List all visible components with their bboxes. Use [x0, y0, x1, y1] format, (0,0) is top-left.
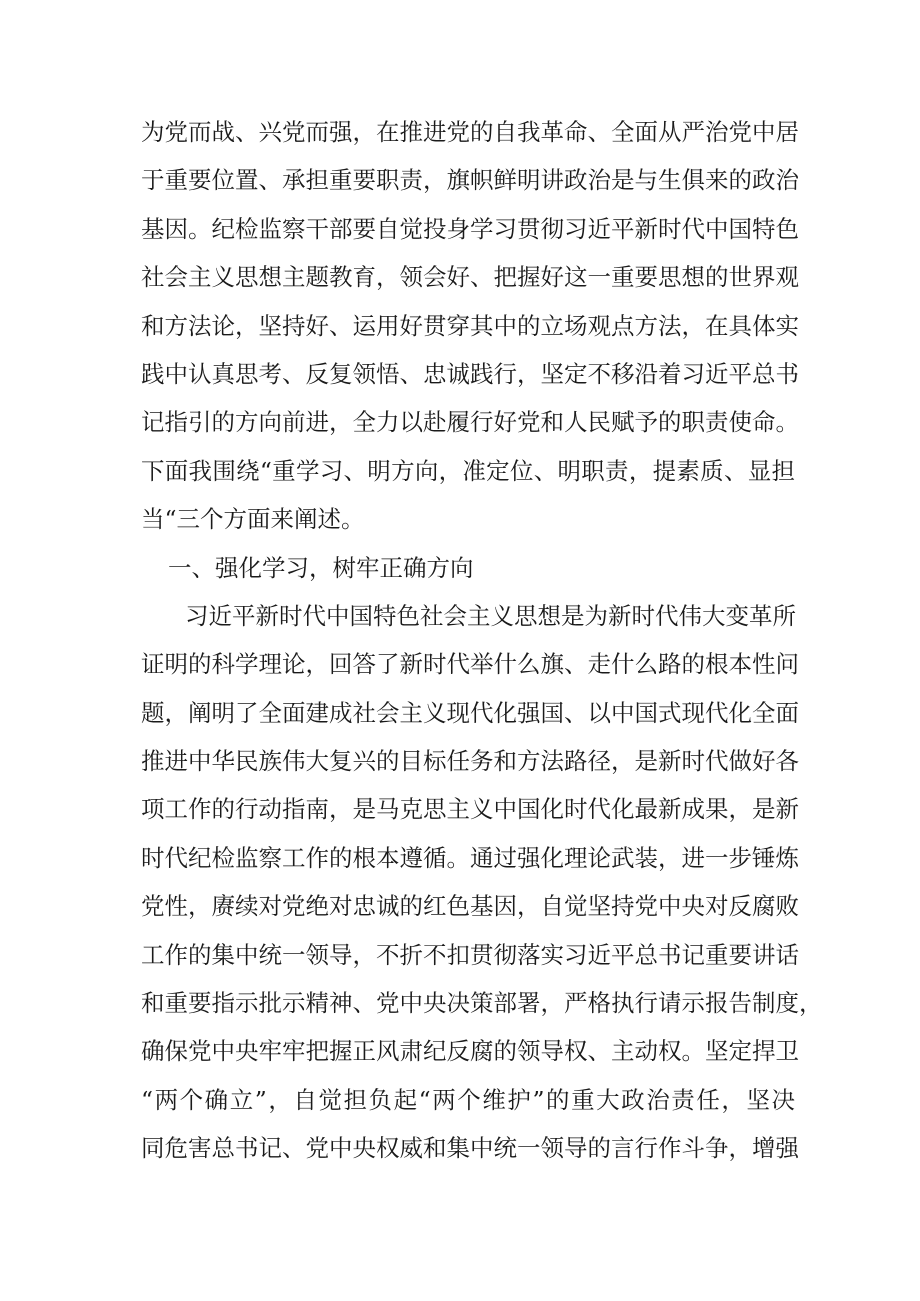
section-heading: 一、强化学习，树牢正确方向	[168, 553, 474, 582]
text-line: 推进中华民族伟大复兴的目标任务和方法路径，是新时代做好各	[141, 747, 799, 776]
text-line: 于重要位置、承担重要职责，旗帜鲜明讲政治是与生俱来的政治	[141, 166, 799, 195]
document-page	[141, 108, 823, 1173]
paragraph-section-1	[141, 592, 823, 1173]
text-line: 下面我围绕“重学习、明方向，准定位、明职责，提素质、显担	[141, 456, 795, 485]
text-line: 确保党中央牢牢把握正风肃纪反腐的领导权、主动权。坚定捍卫	[141, 1037, 799, 1066]
text-line: 记指引的方向前进，全力以赴履行好党和人民赋予的职责使命。	[141, 408, 799, 437]
text-line: 践中认真思考、反复领悟、忠诚践行，坚定不移沿着习近平总书	[141, 359, 799, 388]
text-line: 党性，赓续对党绝对忠诚的红色基因，自觉坚持党中央对反腐败	[141, 892, 799, 921]
text-line: “两个确立”，自觉担负起“两个维护”的重大政治责任，坚决	[141, 1085, 795, 1114]
text-line: 和方法论，坚持好、运用好贯穿其中的立场观点方法，在具体实	[141, 311, 799, 340]
text-line: 题，阐明了全面建成社会主义现代化强国、以中国式现代化全面	[141, 698, 799, 727]
paragraph-intro	[141, 108, 799, 544]
text-line: 为党而战、兴党而强，在推进党的自我革命、全面从严治党中居	[141, 118, 799, 146]
text-line: 当“三个方面来阐述。	[141, 505, 365, 534]
text-line: 习近平新时代中国特色社会主义思想是为新时代伟大变革所	[185, 601, 796, 630]
text-line: 社会主义思想主题教育，领会好、把握好这一重要思想的世界观	[141, 263, 799, 292]
text-line: 工作的集中统一领导，不折不扣贯彻落实习近平总书记重要讲话	[141, 940, 799, 969]
text-line: 证明的科学理论，回答了新时代举什么旗、走什么路的根本性问	[141, 650, 799, 679]
text-line: 时代纪检监察工作的根本遵循。通过强化理论武装，进一步锤炼	[141, 843, 799, 872]
text-line: 同危害总书记、党中央权威和集中统一领导的言行作斗争，增强	[141, 1134, 799, 1163]
text-line: 基因。纪检监察干部要自觉投身学习贯彻习近平新时代中国特色	[141, 214, 799, 243]
text-line: 和重要指示批示精神、党中央决策部署，严格执行请示报告制度，	[141, 989, 823, 1018]
text-line: 项工作的行动指南，是马克思主义中国化时代化最新成果，是新	[141, 795, 799, 824]
